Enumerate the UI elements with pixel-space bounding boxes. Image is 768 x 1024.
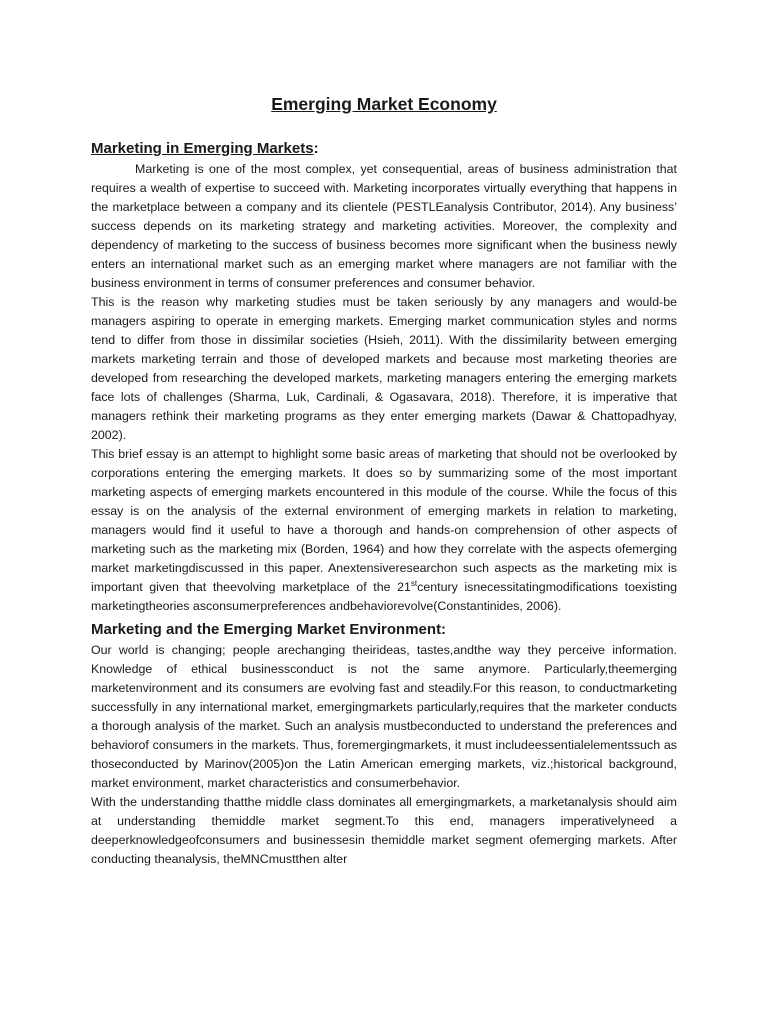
section-heading-colon: : xyxy=(313,140,319,157)
paragraph: Our world is changing; people arechanging theirideas, tastes,andthe way they perceive information. Knowledge of ethical businessconduct is not the same anymore. Particularly,theemerging marketenvironment and its consumers are evolving fast and steadily.For this reason, to conductmarketing successfully in any international market, emergingmarkets particularly,requires that the marketer conducts a thorough analysis of the market. Such an analysis mustbeconducted to understand the preferences and behaviorof consumers in the markets. Thus, foremergingmarkets, it must includeessentialelementssuch as thoseconducted by Marinov(2005)on the Latin American emerging markets, viz.;historical background, market environment, market characteristics and consumerbehavior. xyxy=(91,643,677,790)
section-heading-text: Marketing in Emerging Markets xyxy=(91,140,314,157)
document-title: Emerging Market Economy xyxy=(271,94,497,114)
section-heading-marketing-in-emerging-markets xyxy=(91,138,677,160)
paragraph: With the understanding thatthe middle class dominates all emergingmarkets, a marketanalysis should aim at understanding themiddle market segment.To this end, managers imperativelyneed a deeperknowledgeofconsumers and businessesin themiddle market segment ofemerging markets. After conducting theanalysis, theMNCmustthen alter xyxy=(91,795,677,866)
superscript-ordinal: st xyxy=(410,578,418,588)
paragraph: This is the reason why marketing studies must be taken seriously by any managers and would-be managers aspiring to operate in emerging markets. Emerging market communication styles and norms tend to differ from those in dissimilar societies (Hsieh, 2011). With the dissimilarity between emerging markets marketing terrain and those of developed markets and because most marketing theories are developed from researching the developed markets, marketing managers entering the emerging markets face lots of challenges (Sharma, Luk, Cardinali, & Ogasavara, 2018). Therefore, it is imperative that managers rethink their marketing programs as they enter emerging markets (Dawar & Chattopadhyay, 2002). xyxy=(91,295,677,442)
paragraph: Marketing is one of the most complex, yet consequential, areas of business administration that requires a wealth of expertise to succeed with. Marketing incorporates virtually everything that happens in the marketplace between a company and its clientele (PESTLEanalysis Contributor, 2014). Any business’ success depends on its marketing strategy and marketing activities. Moreover, the complexity and dependency of marketing to the success of business becomes more significant when the business newly enters an international market such as an emerging market where managers are not familiar with the business environment in terms of consumer preferences and consumer behavior. xyxy=(91,162,677,290)
paragraph xyxy=(91,445,677,616)
section-heading-emerging-market-environment: Marketing and the Emerging Market Environment: xyxy=(91,621,447,638)
document-page xyxy=(91,92,677,869)
paragraph-text: century isnecessitatingmodifications toexisting marketingtheories asconsumerpreferences andbehaviorevolve(Constantinides, 2006). xyxy=(91,580,677,613)
paragraph-text: This brief essay is an attempt to highlight some basic areas of marketing that should not be overlooked by corporations entering the emerging markets. It does so by summarizing some of the most important marketing aspects of emerging markets encountered in this module of the course. While the focus of this essay is on the analysis of the external environment of emerging markets in relation to marketing, managers would find it useful to have a thorough and hands-on comprehension of other aspects of marketing such as the marketing mix (Borden, 1964) and how they correlate with the aspects ofemerging market marketingdiscussed in this paper. Anextensiveresearchon such aspects as the marketing mix is important given that theevolving marketplace of the 21 xyxy=(91,447,677,594)
